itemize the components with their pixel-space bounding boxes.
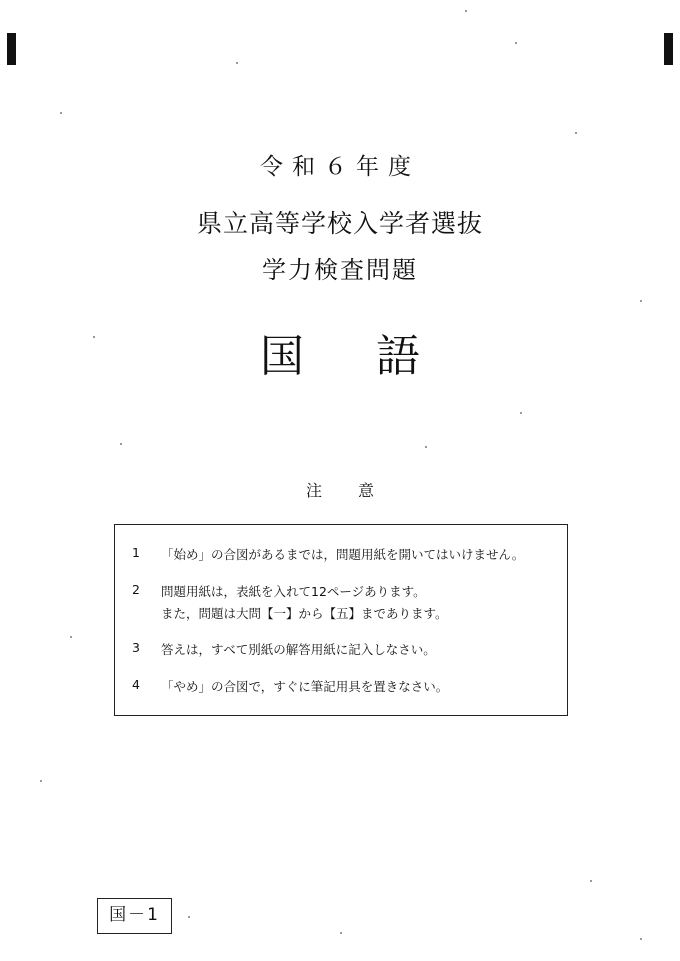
scan-speck: [575, 132, 577, 134]
notice-box: [114, 524, 568, 716]
scan-speck: [188, 916, 190, 918]
notice-item-text: 「始め」の合図があるまでは，問題用紙を開いてはいけません。: [161, 547, 525, 562]
notice-item-number: 1: [132, 545, 140, 560]
scan-speck: [340, 932, 342, 934]
notice-item-text: 答えは，すべて別紙の解答用紙に記入しなさい。: [161, 642, 436, 657]
exam-year: 令和６年度: [260, 154, 420, 180]
notice-heading: 注意: [305, 481, 410, 500]
scan-speck: [425, 446, 427, 448]
scan-speck: [120, 443, 122, 445]
scan-speck: [60, 112, 62, 114]
registration-mark-left: [7, 33, 16, 65]
scan-speck: [515, 42, 517, 44]
notice-item-text: また，問題は大問【一】から【五】まであります。: [161, 606, 448, 621]
notice-item-text: 問題用紙は，表紙を入れて12ページあります。: [161, 584, 426, 599]
notice-item-number: 4: [132, 677, 140, 692]
exam-title: 県立高等学校入学者選抜: [196, 209, 483, 238]
scan-speck: [640, 300, 642, 302]
scan-speck: [520, 412, 522, 414]
scan-speck: [40, 780, 42, 782]
scan-speck: [236, 62, 238, 64]
notice-item-number: 2: [132, 582, 140, 597]
scan-speck: [70, 636, 72, 638]
page-label: 国－1: [97, 898, 172, 934]
subject-title: 国語: [260, 331, 492, 382]
scan-speck: [640, 938, 642, 940]
registration-mark-right: [664, 33, 673, 65]
notice-item-text: 「やめ」の合図で，すぐに筆記用具を置きなさい。: [161, 679, 449, 694]
scan-speck: [465, 10, 467, 12]
exam-subtitle: 学力検査問題: [262, 256, 418, 284]
scan-speck: [93, 336, 95, 338]
scan-speck: [590, 880, 592, 882]
notice-item-number: 3: [132, 640, 140, 655]
